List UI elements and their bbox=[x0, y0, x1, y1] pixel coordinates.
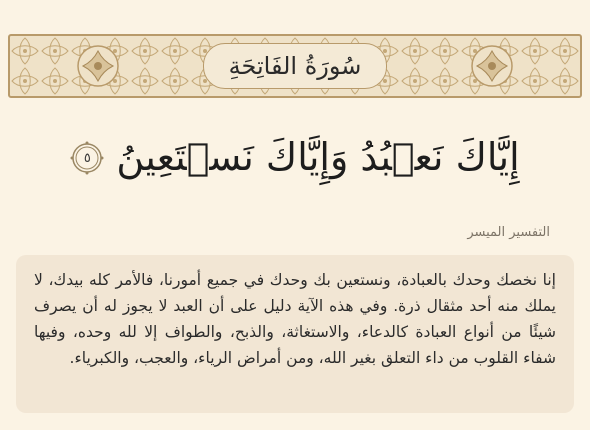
left-rosette-icon bbox=[78, 46, 118, 86]
surah-title: سُورَةُ الفَاتِحَةِ bbox=[228, 52, 362, 80]
tafsir-source-label: التفسير الميسر bbox=[467, 225, 550, 240]
tafsir-box bbox=[16, 255, 574, 413]
surah-title-frame bbox=[203, 43, 387, 89]
ayah-number: ٥ bbox=[83, 150, 91, 166]
right-rosette-icon bbox=[472, 46, 512, 86]
surah-header-banner bbox=[8, 34, 582, 98]
ayah-row bbox=[0, 118, 590, 198]
tafsir-text: إنا نخصك وحدك بالعبادة، ونستعين بك وحدك في جميع أمورنا، فالأمر كله بيدك، لا يملك منه أحد مثقال ذرة. وفي هذه الآية دليل على أن العبد لا يجوز له أن يصرف شيئًا من أنواع العبادة كالدعاء، والاستغاثة، والذبح، والطواف إلا لله وحده، وفيها شفاء القلوب من داء التعلق بغير الله، ومن أمراض الرياء، والعجب، والكبرياء. bbox=[34, 271, 556, 367]
ayah-text[interactable]: إِيَّاكَ نَعۡبُدُ وَإِيَّاكَ نَسۡتَعِينُ bbox=[116, 135, 520, 180]
ayah-number-marker bbox=[70, 141, 104, 175]
